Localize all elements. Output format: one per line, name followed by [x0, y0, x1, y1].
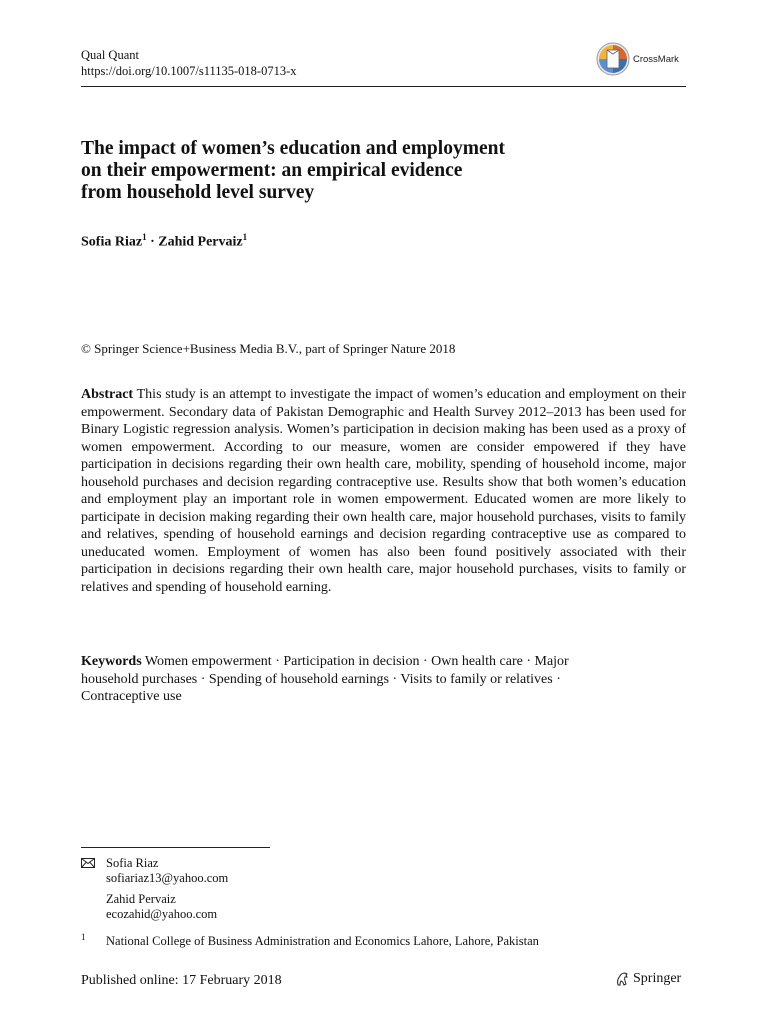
keywords-text: Women empowerment · Participation in decision · Own health care · Major household purchases · Spending of household earnings · Visits to family or relatives · Contraceptive use — [81, 654, 569, 704]
crossmark-badge[interactable] — [596, 41, 679, 77]
keywords-label: Keywords — [81, 654, 142, 669]
contact-email[interactable]: ecozahid@yahoo.com — [106, 907, 218, 921]
author-name[interactable]: Sofia Riaz — [81, 234, 143, 250]
affiliation-text: National College of Business Administration and Economics Lahore, Lahore, Pakistan — [106, 934, 539, 948]
footnote-rule — [81, 847, 270, 848]
envelope-icon — [81, 858, 95, 868]
title-line: from household level survey — [81, 182, 315, 203]
author-name[interactable]: Zahid Pervaiz — [158, 234, 243, 250]
header-rule — [81, 86, 686, 87]
affiliation-marker: 1 — [242, 232, 248, 242]
abstract-text: This study is an attempt to investigate the impact of women’s education and employment on their empowerment. Secondary data of Pakistan Demographic and Health Survey 2012–2013 has been used for Binary Logistic regression analysis. Women’s participation in decision making has been used as a proxy of women empowerment. According to our measure, women are consider empowered if they have participation in decisions regarding their own health care, mobility, spending of household income, major household purchases and decision regarding contraceptive use. Results show that both women’s education and employment play an important role in women empowerment. Educated women are more likely to participate in decision making regarding their own health care, major household purchases, visits to family and relatives, spending of household earnings and decision regarding contraceptive use as compared to uneducated women. Employment of women has also been found positively associated with their participation in decisions regarding their own health care, major household purchases, visits to family or relatives and spending of household earning. — [81, 387, 687, 595]
copyright-notice: © Springer Science+Business Media B.V., part of Springer Nature 2018 — [81, 341, 456, 356]
title-line: on their empowerment: an empirical evidence — [81, 160, 463, 181]
abstract — [81, 386, 686, 596]
publisher-name: Springer — [633, 971, 682, 986]
journal-header — [81, 47, 297, 79]
abstract-label: Abstract — [81, 387, 134, 402]
publisher-logo[interactable] — [614, 971, 681, 987]
affiliation — [81, 934, 539, 949]
author-list — [81, 232, 247, 251]
crossmark-label: CrossMark — [633, 53, 679, 65]
journal-name: Qual Quant — [81, 48, 139, 62]
contact-name: Zahid Pervaiz — [106, 892, 176, 906]
author-separator: · — [150, 234, 155, 250]
affiliation-marker: 1 — [142, 232, 147, 242]
keywords — [81, 653, 601, 706]
springer-horse-icon — [614, 971, 630, 987]
contact-name: Sofia Riaz — [106, 856, 159, 870]
doi-link[interactable]: https://doi.org/10.1007/s11135-018-0713-x — [81, 64, 297, 78]
published-date: Published online: 17 February 2018 — [81, 973, 282, 988]
crossmark-icon — [596, 41, 630, 77]
affiliation-marker: 1 — [81, 932, 86, 942]
contact-email[interactable]: sofiariaz13@yahoo.com — [106, 871, 229, 885]
article-title — [81, 138, 641, 204]
title-line: The impact of women’s education and employment — [81, 138, 505, 159]
